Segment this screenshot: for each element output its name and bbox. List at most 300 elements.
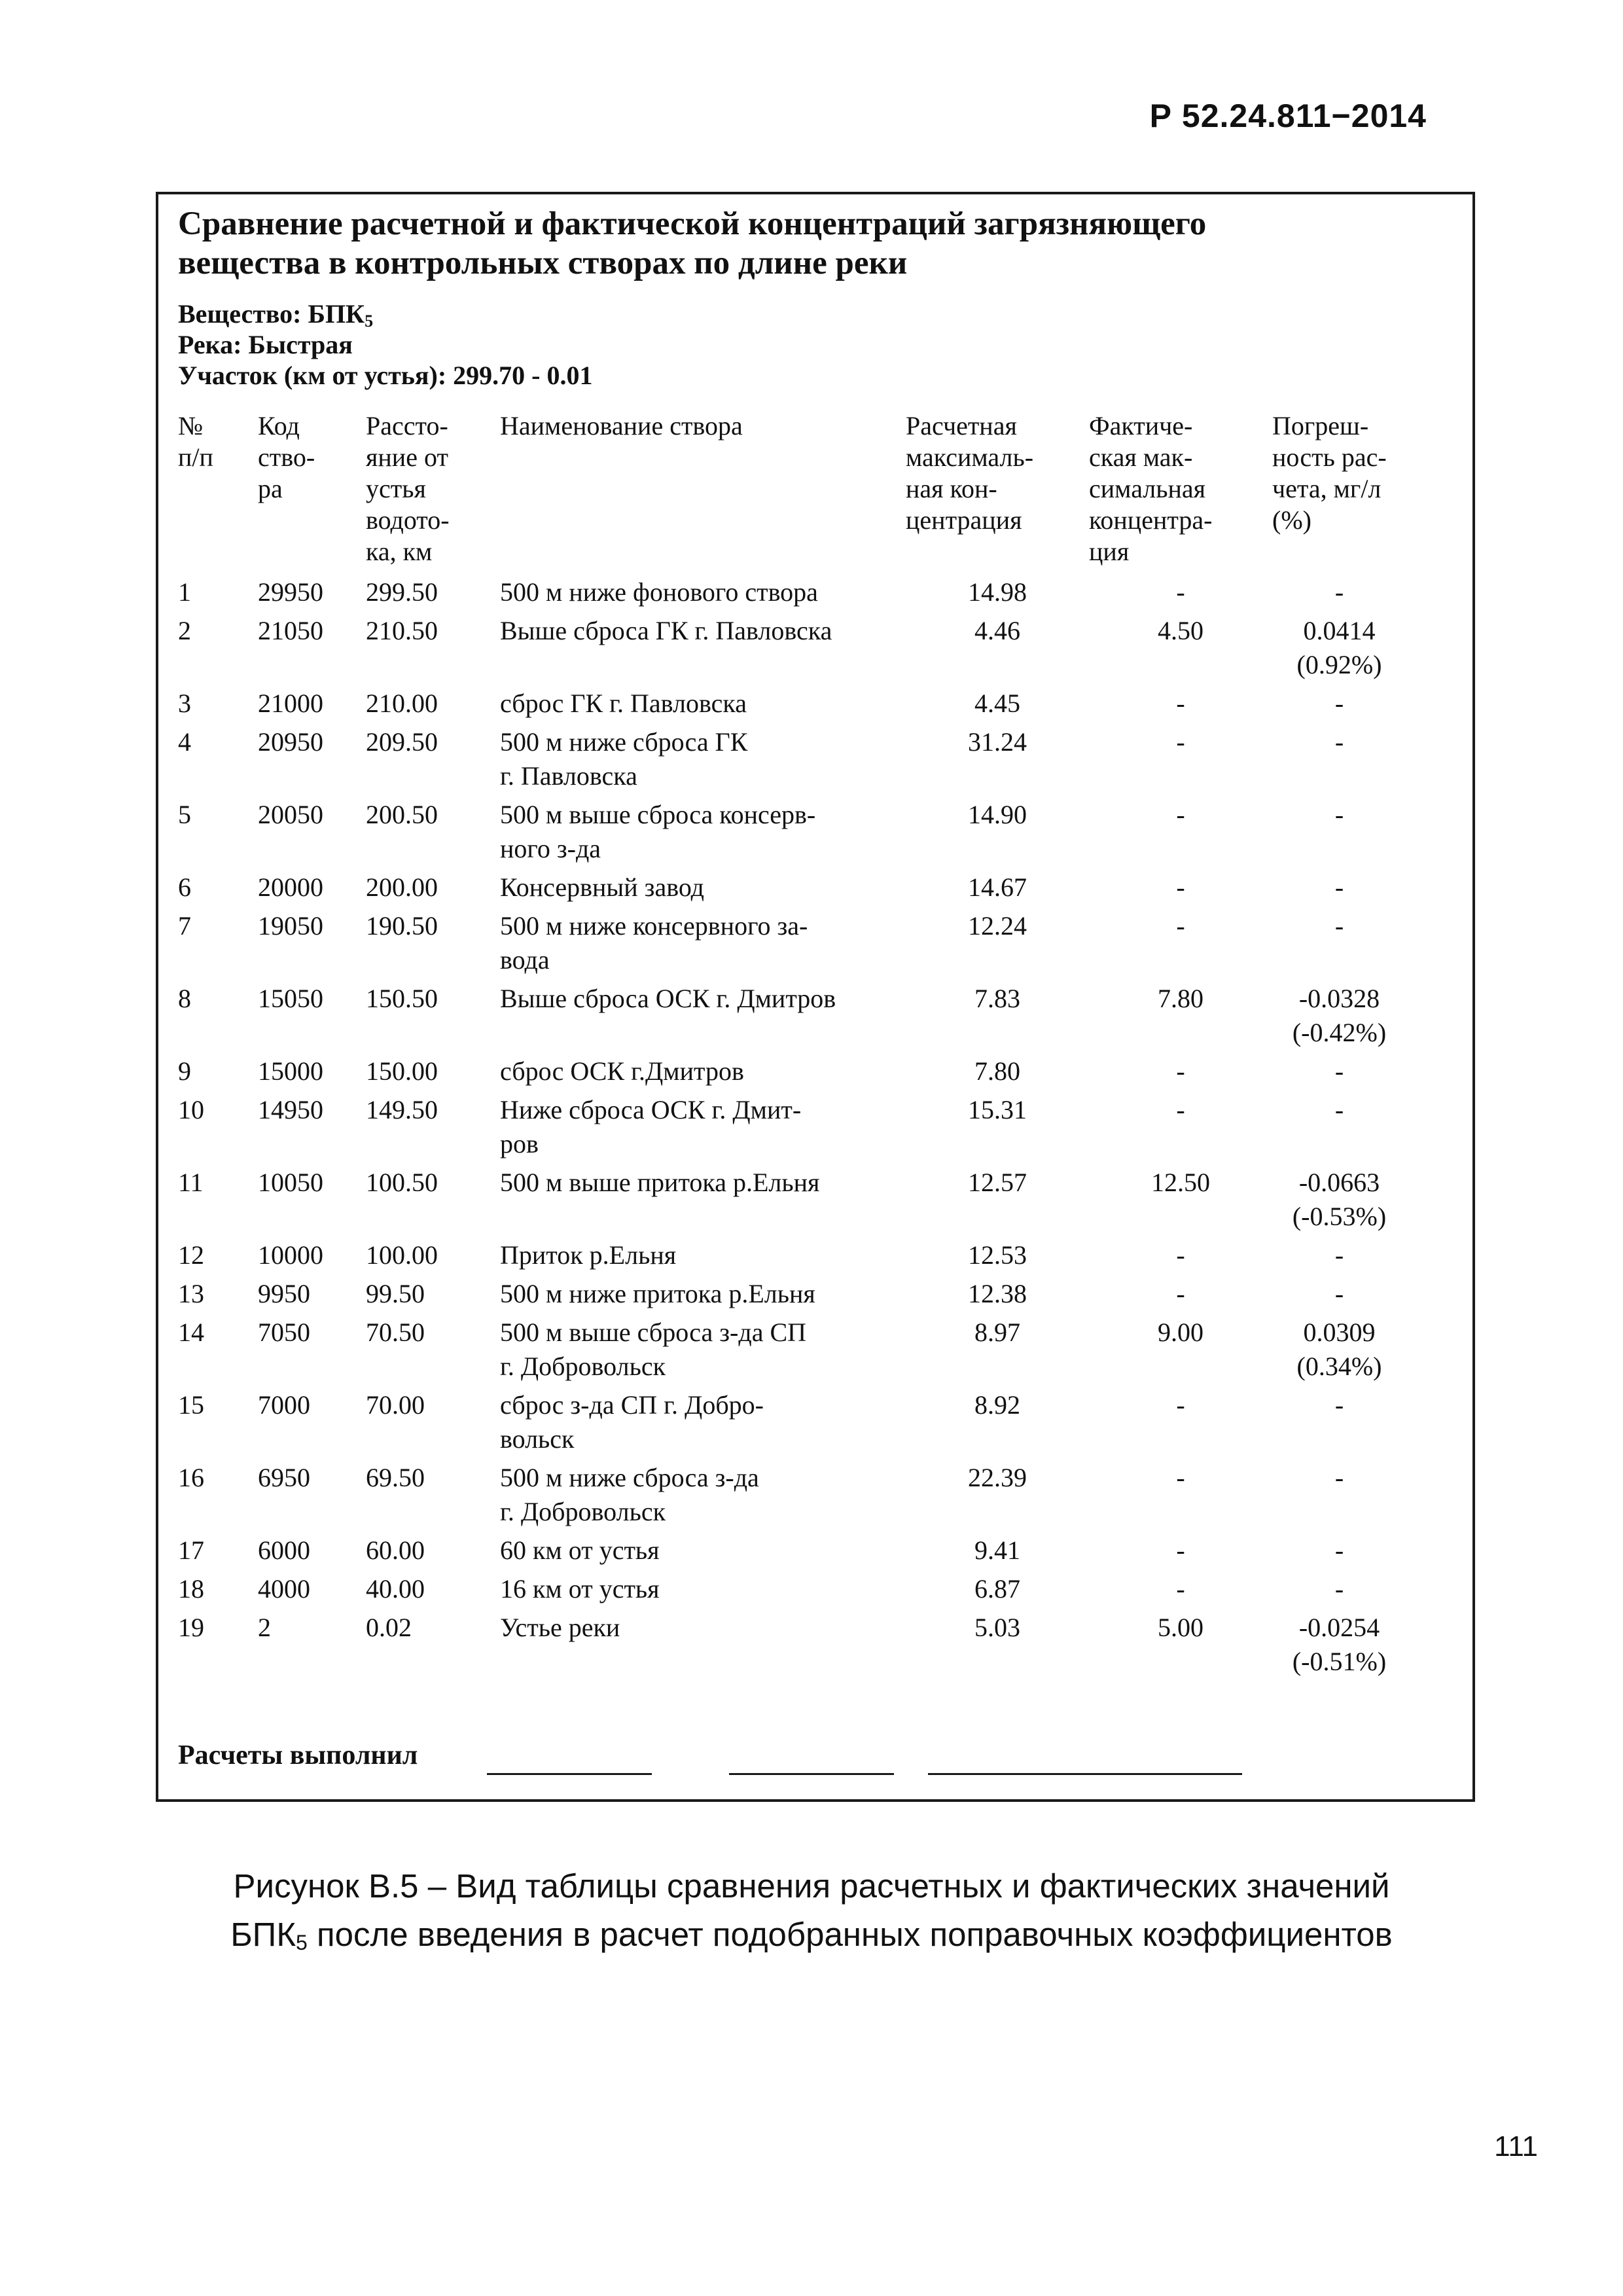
cell-code [258,798,366,870]
cell-code-line: 21050 [258,616,323,645]
cell-name [500,1388,906,1461]
cell-error-line: - [1334,727,1344,757]
cell-calculated-line: 4.45 [974,689,1020,718]
cell-error-line: - [1334,1535,1344,1565]
cell-number-line: 13 [178,1279,204,1308]
cell-calculated [906,575,1089,614]
cell-distance [366,1611,500,1683]
cell-error [1272,1054,1406,1093]
header-line: водото- [366,505,450,535]
cell-error-line: - [1334,577,1344,607]
table-row [178,1534,1406,1572]
cell-actual-line: 7.80 [1158,984,1204,1013]
cell-number-line: 12 [178,1240,204,1270]
cell-calculated-line: 12.38 [968,1279,1027,1308]
cell-code-line: 29950 [258,577,323,607]
cell-actual-line: 5.00 [1158,1613,1204,1642]
col-calculated-header [906,410,1089,575]
cell-number [178,1461,258,1534]
cell-actual [1089,725,1272,798]
table-row [178,1572,1406,1611]
cell-error-line: - [1334,1095,1344,1124]
cell-error-line: (-0.53%) [1292,1202,1387,1231]
cell-name-line: г. Павловска [500,761,637,791]
table-row [178,1166,1406,1238]
cell-actual-line: - [1176,911,1185,941]
header-line: симальная [1089,474,1206,503]
table-row [178,982,1406,1054]
cell-actual [1089,798,1272,870]
cell-code [258,687,366,725]
cell-error-line: (0.34%) [1296,1352,1382,1381]
cell-actual-line: 12.50 [1151,1168,1210,1197]
cell-calculated-line: 14.98 [968,577,1027,607]
cell-code [258,1316,366,1388]
form-title-line-1: Сравнение расчетной и фактической концентраций загрязняющего [178,206,1207,242]
cell-number-line: 8 [178,984,191,1013]
cell-actual [1089,614,1272,687]
cell-error-line: -0.0663 [1298,1168,1380,1197]
cell-calculated [906,1461,1089,1534]
cell-actual [1089,1054,1272,1093]
cell-actual-line: - [1176,577,1185,607]
cell-distance-line: 100.50 [366,1168,438,1197]
cell-calculated [906,1611,1089,1683]
cell-distance-line: 40.00 [366,1574,425,1604]
cell-number [178,1277,258,1316]
cell-actual-line: 9.00 [1158,1318,1204,1347]
cell-name [500,1054,906,1093]
table-row [178,1054,1406,1093]
header-line: Наименование створа [500,411,743,440]
cell-distance [366,982,500,1054]
cell-name [500,1277,906,1316]
cell-error [1272,870,1406,909]
cell-error-line: - [1334,1056,1344,1086]
cell-error-line: - [1334,1574,1344,1604]
cell-code [258,1388,366,1461]
cell-distance [366,725,500,798]
table-row [178,870,1406,909]
signature-line-1[interactable] [487,1773,652,1775]
cell-name-line: ров [500,1129,539,1158]
cell-name-line: 16 км от устья [500,1574,660,1604]
cell-number [178,909,258,982]
cell-number-line: 3 [178,689,191,718]
cell-code-line: 9950 [258,1279,310,1308]
cell-code-line: 7000 [258,1390,310,1420]
cell-code-line: 15000 [258,1056,323,1086]
cell-code [258,1572,366,1611]
cell-number [178,575,258,614]
header-line: центрация [906,505,1022,535]
cell-name-line: сброс ГК г. Павловска [500,689,747,718]
header-line: Расчетная [906,411,1017,440]
cell-name [500,1461,906,1534]
cell-actual [1089,1611,1272,1683]
cell-code [258,1611,366,1683]
cell-actual-line: - [1176,1240,1185,1270]
header-line: Код [258,411,300,440]
header-line: ра [258,474,283,503]
cell-number [178,870,258,909]
cell-number [178,1534,258,1572]
cell-name [500,575,906,614]
cell-error-line: (-0.51%) [1292,1647,1387,1676]
substance-subscript: 5 [365,312,374,331]
cell-distance-line: 69.50 [366,1463,425,1492]
table-header-row [178,410,1406,575]
cell-calculated-line: 9.41 [974,1535,1020,1565]
cell-distance-line: 299.50 [366,577,438,607]
cell-name [500,1093,906,1166]
cell-number-line: 9 [178,1056,191,1086]
header-line: ская мак- [1089,442,1193,472]
cell-name-line: ного з-да [500,834,601,863]
cell-name [500,1534,906,1572]
cell-calculated [906,687,1089,725]
header-line: (%) [1272,505,1311,535]
cell-error-line: - [1334,1463,1344,1492]
cell-code [258,614,366,687]
cell-calculated-line: 8.92 [974,1390,1020,1420]
cell-error-line: 0.0414 [1303,616,1376,645]
cell-name [500,614,906,687]
cell-distance [366,1316,500,1388]
document-code: Р 52.24.811−2014 [1149,98,1427,134]
cell-actual-line: - [1176,800,1185,829]
page-number: 111 [1494,2130,1538,2162]
cell-actual [1089,575,1272,614]
cell-calculated-line: 12.24 [968,911,1027,941]
cell-name-line: вода [500,945,550,975]
cell-distance [366,1166,500,1238]
cell-name-line: 60 км от устья [500,1535,660,1565]
caption-line-1: Рисунок В.5 – Вид таблицы сравнения расчетных и фактических значений [233,1867,1390,1905]
cell-number-line: 1 [178,577,191,607]
caption-subscript: 5 [296,1931,308,1954]
cell-actual [1089,1534,1272,1572]
cell-name-line: Устье реки [500,1613,620,1642]
cell-code-line: 14950 [258,1095,323,1124]
cell-number-line: 19 [178,1613,204,1642]
cell-distance [366,1093,500,1166]
cell-number-line: 17 [178,1535,204,1565]
cell-name [500,1572,906,1611]
cell-number-line: 2 [178,616,191,645]
cell-code [258,1166,366,1238]
cell-number [178,1054,258,1093]
header-line: п/п [178,442,213,472]
cell-number-line: 7 [178,911,191,941]
cell-number-line: 11 [178,1168,204,1197]
cell-actual-line: - [1176,727,1185,757]
header-line: устья [366,474,426,503]
cell-code-line: 6950 [258,1463,310,1492]
cell-number [178,1093,258,1166]
cell-name-line: 500 м ниже фонового створа [500,577,818,607]
cell-code-line: 10050 [258,1168,323,1197]
cell-number-line: 15 [178,1390,204,1420]
cell-calculated-line: 7.80 [974,1056,1020,1086]
col-actual-header [1089,410,1272,575]
cell-distance-line: 210.00 [366,689,438,718]
cell-code [258,1461,366,1534]
col-error-header [1272,410,1406,575]
table-row [178,1316,1406,1388]
cell-code [258,1093,366,1166]
cell-calculated [906,614,1089,687]
cell-code-line: 10000 [258,1240,323,1270]
signature-line-3[interactable] [928,1773,1242,1775]
cell-name [500,982,906,1054]
cell-calculated-line: 14.67 [968,872,1027,902]
cell-error-line: - [1334,1240,1344,1270]
cell-actual-line: - [1176,1056,1185,1086]
cell-name-line: вольск [500,1424,575,1454]
cell-actual [1089,1238,1272,1277]
header-line: Погреш- [1272,411,1369,440]
cell-calculated-line: 12.57 [968,1168,1027,1197]
cell-code [258,1054,366,1093]
table-row [178,1611,1406,1683]
cell-calculated-line: 6.87 [974,1574,1020,1604]
cell-actual [1089,1093,1272,1166]
cell-calculated [906,1316,1089,1388]
cell-number-line: 10 [178,1095,204,1124]
cell-distance-line: 0.02 [366,1613,412,1642]
form-frame [156,192,1475,1802]
cell-number [178,725,258,798]
cell-number [178,614,258,687]
cell-error [1272,1534,1406,1572]
cell-distance-line: 60.00 [366,1535,425,1565]
figure-caption [0,1862,1623,1967]
cell-calculated [906,982,1089,1054]
cell-calculated [906,1277,1089,1316]
cell-number [178,687,258,725]
header-line: концентра- [1089,505,1213,535]
cell-number [178,798,258,870]
cell-code-line: 6000 [258,1535,310,1565]
table-row [178,1388,1406,1461]
cell-number-line: 14 [178,1318,204,1347]
cell-code-line: 21000 [258,689,323,718]
cell-error-line: (0.92%) [1296,650,1382,679]
cell-name [500,687,906,725]
cell-distance [366,909,500,982]
cell-name-line: 500 м ниже сброса ГК [500,727,748,757]
cell-error [1272,798,1406,870]
caption-line-2-prefix: БПК [230,1916,296,1953]
table-row [178,1238,1406,1277]
header-line: ная кон- [906,474,997,503]
cell-distance-line: 200.00 [366,872,438,902]
cell-calculated [906,1054,1089,1093]
cell-calculated [906,870,1089,909]
cell-name-line: Консервный завод [500,872,705,902]
cell-code [258,1238,366,1277]
cell-code-line: 7050 [258,1318,310,1347]
cell-code-line: 4000 [258,1574,310,1604]
cell-actual-line: 4.50 [1158,616,1204,645]
cell-distance [366,870,500,909]
cell-name [500,1166,906,1238]
cell-number [178,1572,258,1611]
cell-name [500,725,906,798]
cell-calculated [906,1388,1089,1461]
header-line: ство- [258,442,315,472]
cell-distance-line: 200.50 [366,800,438,829]
cell-distance [366,687,500,725]
cell-distance [366,1238,500,1277]
header-line: максималь- [906,442,1034,472]
cell-distance-line: 150.50 [366,984,438,1013]
cell-calculated [906,1572,1089,1611]
cell-calculated [906,909,1089,982]
cell-code-line: 20000 [258,872,323,902]
cell-number-line: 5 [178,800,191,829]
cell-number [178,1238,258,1277]
cell-error [1272,1277,1406,1316]
cell-distance [366,614,500,687]
cell-name-line: сброс ОСК г.Дмитров [500,1056,744,1086]
cell-number [178,982,258,1054]
cell-error-line: - [1334,872,1344,902]
cell-name [500,1611,906,1683]
cell-error [1272,1461,1406,1534]
cell-code [258,870,366,909]
cell-distance [366,1277,500,1316]
header-line: ность рас- [1272,442,1387,472]
cell-name-line: Выше сброса ГК г. Павловска [500,616,832,645]
cell-code-line: 20050 [258,800,323,829]
cell-error-line: (-0.42%) [1292,1018,1387,1047]
cell-actual-line: - [1176,1279,1185,1308]
table-body [178,575,1406,1683]
col-number-header [178,410,258,575]
cell-calculated-line: 14.90 [968,800,1027,829]
table-row [178,1093,1406,1166]
cell-number [178,1611,258,1683]
cell-calculated [906,798,1089,870]
cell-distance [366,575,500,614]
cell-error-line: -0.0328 [1298,984,1380,1013]
cell-actual-line: - [1176,689,1185,718]
table-row [178,687,1406,725]
cell-number [178,1166,258,1238]
cell-calculated [906,725,1089,798]
cell-distance [366,1054,500,1093]
cell-calculated [906,1166,1089,1238]
cell-number [178,1388,258,1461]
cell-number-line: 6 [178,872,191,902]
cell-code [258,575,366,614]
caption-line-2-rest: после введения в расчет подобранных поправочных коэффициентов [307,1916,1393,1953]
cell-distance-line: 150.00 [366,1056,438,1086]
cell-number-line: 16 [178,1463,204,1492]
cell-calculated-line: 12.53 [968,1240,1027,1270]
cell-code [258,725,366,798]
cell-name-line: г. Добровольск [500,1497,666,1526]
cell-calculated-line: 8.97 [974,1318,1020,1347]
cell-error [1272,1166,1406,1238]
cell-name [500,870,906,909]
cell-distance-line: 190.50 [366,911,438,941]
substance-label: Вещество: БПК [178,299,365,329]
cell-name-line: г. Добровольск [500,1352,666,1381]
cell-error [1272,1093,1406,1166]
form-title [178,204,1421,283]
cell-actual [1089,1166,1272,1238]
cell-actual [1089,687,1272,725]
cell-name [500,909,906,982]
cell-distance-line: 99.50 [366,1279,425,1308]
table-row [178,725,1406,798]
cell-distance-line: 100.00 [366,1240,438,1270]
cell-actual [1089,1277,1272,1316]
signature-label: Расчеты выполнил [178,1740,418,1770]
cell-calculated-line: 15.31 [968,1095,1027,1124]
cell-distance-line: 70.50 [366,1318,425,1347]
cell-code [258,1534,366,1572]
cell-code [258,982,366,1054]
caption-line-2 [0,1910,1623,1967]
comparison-table [178,410,1406,1683]
cell-name [500,798,906,870]
cell-error [1272,1238,1406,1277]
header-line: яние от [366,442,448,472]
table-row [178,575,1406,614]
header-line: Рассто- [366,411,448,440]
header-line: № [178,411,204,440]
cell-name-line: 500 м выше притока р.Ельня [500,1168,820,1197]
cell-name-line: Приток р.Ельня [500,1240,677,1270]
cell-actual-line: - [1176,1574,1185,1604]
cell-actual-line: - [1176,1095,1185,1124]
form-title-line-2: вещества в контрольных створах по длине реки [178,245,908,281]
col-name-header [500,410,906,575]
header-line: чета, мг/л [1272,474,1382,503]
cell-error [1272,1316,1406,1388]
header-line: Фактиче- [1089,411,1193,440]
cell-name-line: Ниже сброса ОСК г. Дмит- [500,1095,802,1124]
cell-error [1272,1572,1406,1611]
cell-error-line: - [1334,911,1344,941]
cell-actual [1089,1461,1272,1534]
table-row [178,909,1406,982]
cell-actual [1089,870,1272,909]
cell-actual [1089,1316,1272,1388]
cell-calculated-line: 5.03 [974,1613,1020,1642]
header-line: ка, км [366,537,433,566]
cell-name-line: Выше сброса ОСК г. Дмитров [500,984,836,1013]
col-code-header [258,410,366,575]
cell-error [1272,1388,1406,1461]
signature-line-2[interactable] [729,1773,894,1775]
table-row [178,1277,1406,1316]
cell-calculated-line: 31.24 [968,727,1027,757]
cell-name-line: 500 м выше сброса з-да СП [500,1318,807,1347]
cell-actual [1089,1572,1272,1611]
header-line: ция [1089,537,1130,566]
cell-actual-line: - [1176,1390,1185,1420]
cell-number-line: 4 [178,727,191,757]
cell-calculated [906,1534,1089,1572]
river-line: Река: Быстрая [178,330,353,359]
col-distance-header [366,410,500,575]
cell-error-line: 0.0309 [1303,1318,1376,1347]
